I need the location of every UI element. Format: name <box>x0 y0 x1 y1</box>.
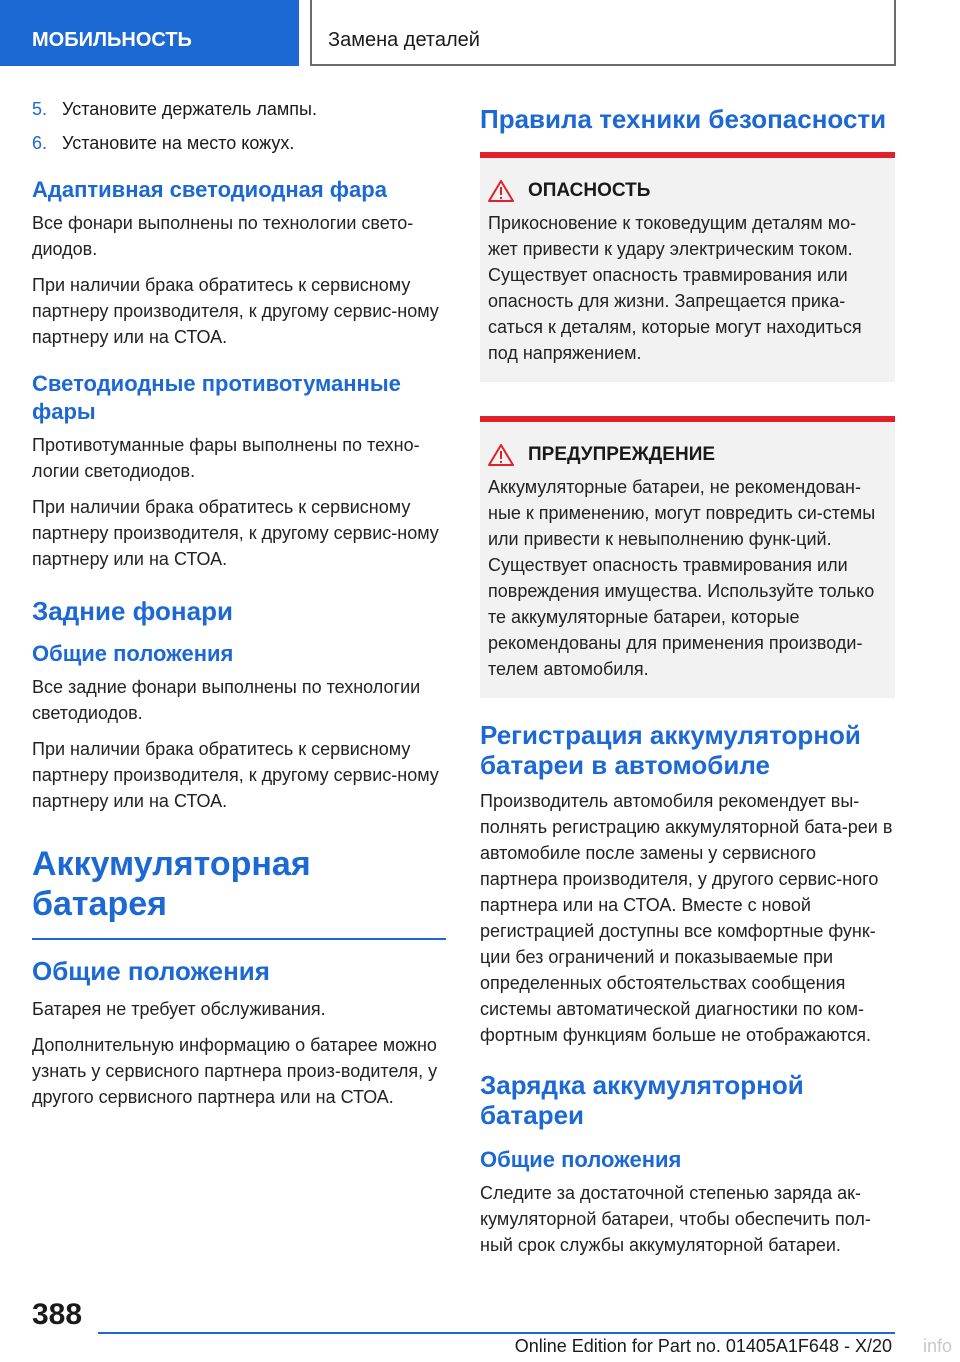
watermark: info <box>922 1336 952 1356</box>
step-text: Установите на место кожух. <box>62 133 295 153</box>
danger-box <box>480 152 895 382</box>
heading-general: Общие положения <box>32 641 234 666</box>
heading-battery: Аккумуляторная батарея <box>32 844 446 940</box>
list-item <box>32 96 446 122</box>
right-column <box>480 96 895 1268</box>
danger-label: ОПАСНОСТЬ <box>528 180 651 201</box>
heading-rear-lights: Задние фонари <box>32 596 233 626</box>
edition-text: Online Edition for Part no. 01405A1F648 - X/20 <box>514 1336 892 1356</box>
paragraph: При наличии брака обратитесь к сервисному партнеру производителя, к другому сервис-ному партнеру или на СТОА. <box>32 739 439 811</box>
step-number: 5. <box>32 99 48 119</box>
paragraph: При наличии брака обратитесь к сервисному партнеру производителя, к другому сервис-ному партнеру или на СТОА. <box>32 497 439 569</box>
danger-text: Прикосновение к токоведущим деталям мо-жет привести к удару электрическим током. Существует опасность травмирования или опасность для жизни. Запрещается прика-саться к деталям, которые могут находиться под напряжением. <box>488 213 862 363</box>
danger-title <box>488 180 885 202</box>
warning-text: Аккумуляторные батареи, не рекомендован-ные к применению, могут повредить си-стемы или привести к невыполнению функ-ций. Существует опасность травмирования или повреждения имущества. Используйте только те аккумуляторные батареи, которые рекомендованы для применения производи-телем автомобиля. <box>488 477 876 679</box>
list-item <box>32 130 446 156</box>
paragraph: Все задние фонари выполнены по технологии светодиодов. <box>32 677 421 723</box>
paragraph: Противотуманные фары выполнены по техно-логии светодиодов. <box>32 435 420 481</box>
heading-safety-rules: Правила техники безопасности <box>480 104 887 134</box>
step-number: 6. <box>32 133 48 153</box>
heading-adaptive-headlight: Адаптивная светодиодная фара <box>32 177 387 202</box>
paragraph: Батарея не требует обслуживания. <box>32 999 326 1019</box>
step-text: Установите держатель лампы. <box>62 99 317 119</box>
page-header <box>0 0 960 66</box>
warning-triangle-icon <box>488 444 514 466</box>
warning-box <box>480 416 895 698</box>
footer-divider <box>98 1332 895 1334</box>
heading-charging-general: Общие положения <box>480 1147 682 1172</box>
warning-title <box>488 444 885 466</box>
heading-fog-lights: Светодиодные противотуманные фары <box>32 371 401 424</box>
paragraph: Все фонари выполнены по технологии свето-диодов. <box>32 213 414 259</box>
warning-label: ПРЕДУПРЕЖДЕНИЕ <box>528 444 716 465</box>
chapter-title: Замена деталей <box>310 0 896 66</box>
warning-triangle-icon <box>488 180 514 202</box>
paragraph: Производитель автомобиля рекомендует вы-полнять регистрацию аккумуляторной бата-реи в автомобиле после замены у сервисного партнера производителя, у другого сервис-ного партнера или на СТОА. Вместе с новой регистрацией доступны все комфортные функ-ции без ограничений и показываемые при определенных обстоятельствах сообщения системы автоматической диагностики по ком-фортным функциям больше не отображаются. <box>480 791 893 1045</box>
heading-battery-charging: Зарядка аккумуляторной батареи <box>480 1070 804 1130</box>
paragraph: Дополнительную информацию о батарее можно узнать у сервисного партнера произ-водителя, у другого сервисного партнера или на СТОА. <box>32 1035 438 1107</box>
page-number: 388 <box>32 1298 83 1331</box>
paragraph: Следите за достаточной степенью заряда ак-кумуляторной батареи, чтобы обеспечить пол-ный срок службы аккумуляторной батареи. <box>480 1183 871 1255</box>
heading-battery-registration: Регистрация аккумуляторной батареи в автомобиле <box>480 720 861 780</box>
paragraph: При наличии брака обратитесь к сервисному партнеру производителя, к другому сервис-ному партнеру или на СТОА. <box>32 275 439 347</box>
section-tab: МОБИЛЬНОСТЬ <box>0 0 299 66</box>
left-column <box>32 96 446 1120</box>
heading-battery-general: Общие положения <box>32 956 270 986</box>
